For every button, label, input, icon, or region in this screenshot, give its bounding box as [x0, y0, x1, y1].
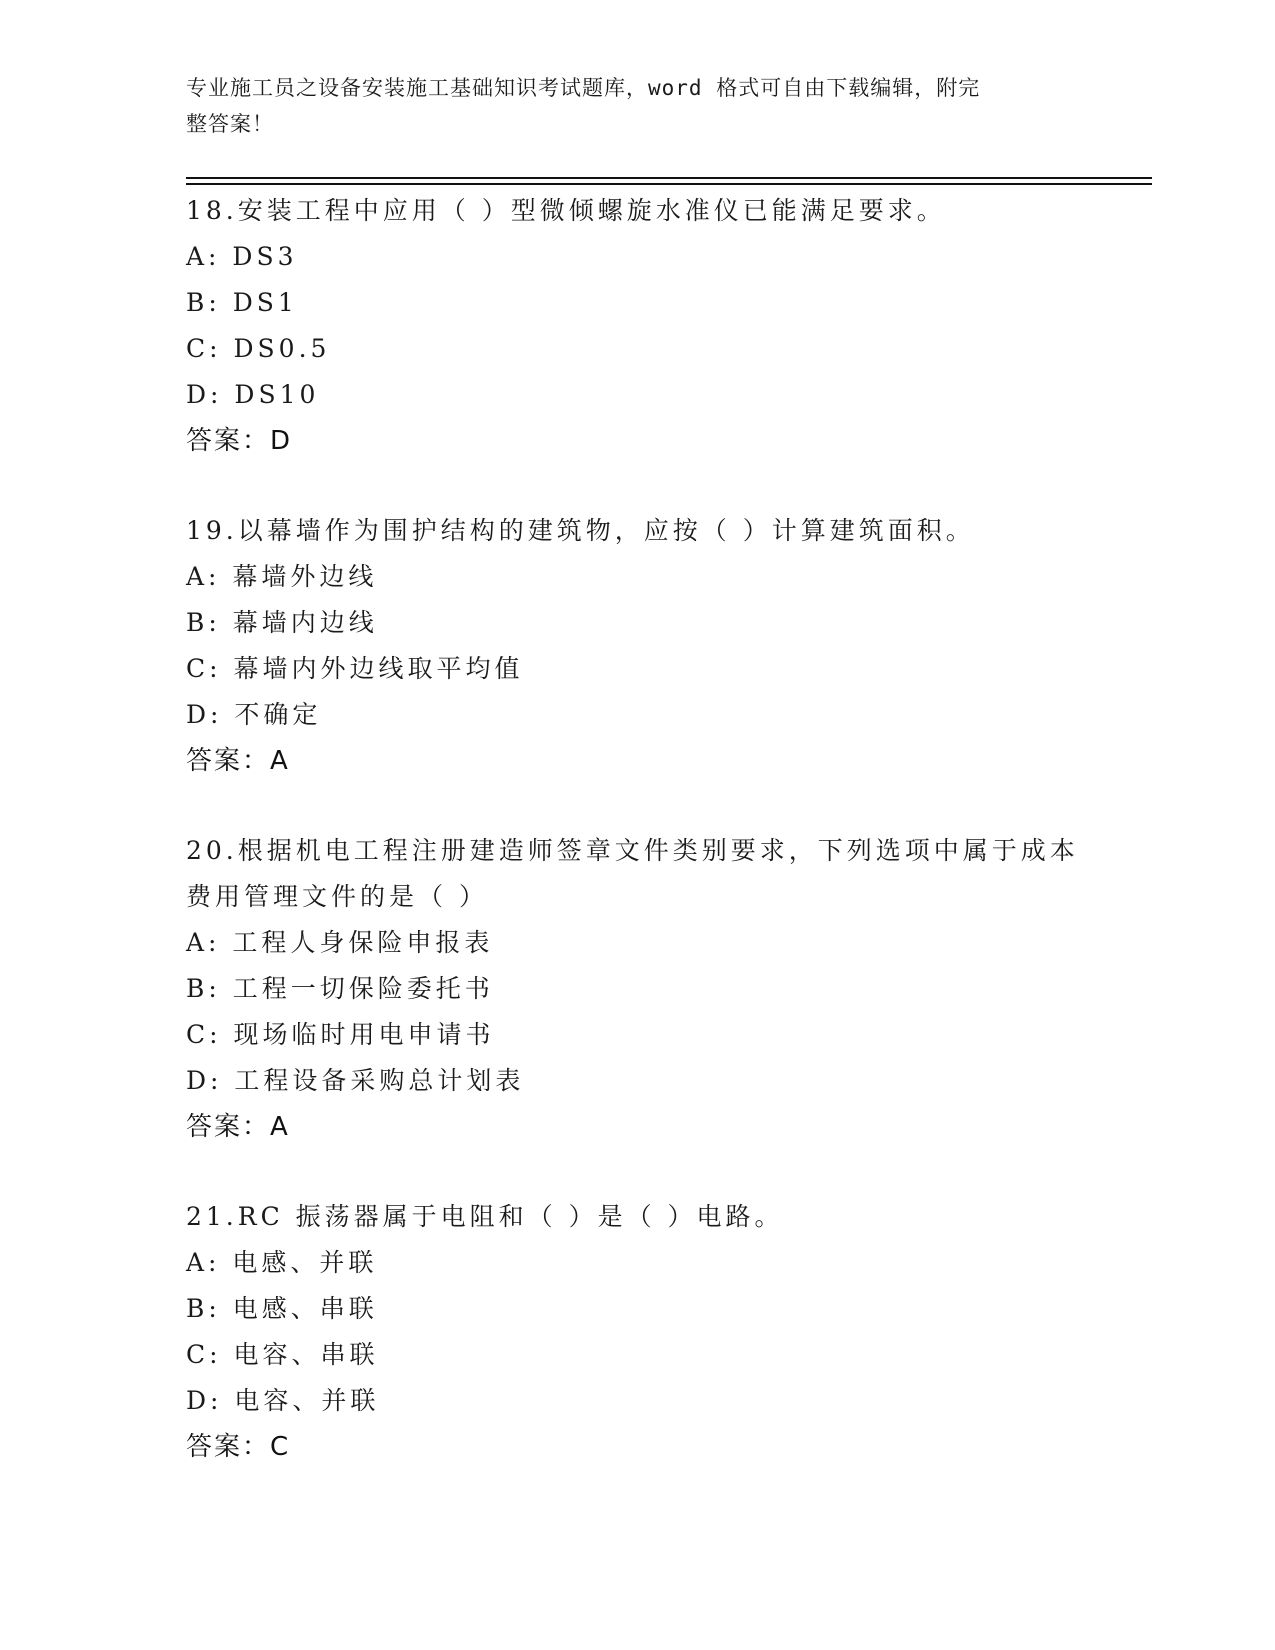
answer-label: 答案：C — [186, 1432, 291, 1462]
question-19 — [186, 508, 1086, 784]
option-b: B: 幕墙内边线 — [186, 608, 378, 637]
document-header — [186, 70, 1066, 142]
option-a: A: DS3 — [186, 242, 298, 271]
header-line-2: 整答案！ — [186, 112, 274, 136]
option-d: D: 电容、并联 — [186, 1386, 380, 1415]
question-18 — [186, 188, 1086, 464]
option-c: C: 电容、串联 — [186, 1340, 379, 1369]
header-divider-top — [186, 177, 1152, 179]
header-line-1: 专业施工员之设备安装施工基础知识考试题库，word 格式可自由下载编辑，附完 — [186, 76, 981, 100]
header-divider-bottom — [186, 183, 1152, 185]
option-b: B: 电感、串联 — [186, 1294, 378, 1323]
option-a: A: 工程人身保险申报表 — [186, 928, 494, 957]
option-b: B: 工程一切保险委托书 — [186, 974, 494, 1003]
answer-label: 答案：D — [186, 426, 293, 456]
option-d: D: 不确定 — [186, 700, 322, 729]
option-b: B: DS1 — [186, 288, 298, 317]
option-c: C: DS0.5 — [186, 334, 331, 363]
option-a: A: 电感、并联 — [186, 1248, 378, 1277]
question-stem: 21.RC 振荡器属于电阻和（ ）是（ ）电路。 — [186, 1202, 784, 1231]
question-list — [186, 188, 1086, 1514]
question-stem: 18.安装工程中应用（ ）型微倾螺旋水准仪已能满足要求。 — [186, 196, 946, 225]
question-stem-line-2: 费用管理文件的是（ ） — [186, 882, 488, 911]
question-stem-line-1: 20.根据机电工程注册建造师签章文件类别要求，下列选项中属于成本 — [186, 836, 1079, 865]
option-c: C: 幕墙内外边线取平均值 — [186, 654, 524, 683]
option-d: D: DS10 — [186, 380, 320, 409]
option-a: A: 幕墙外边线 — [186, 562, 378, 591]
question-20 — [186, 828, 1086, 1150]
question-stem: 19.以幕墙作为围护结构的建筑物，应按（ ）计算建筑面积。 — [186, 516, 975, 545]
question-21 — [186, 1194, 1086, 1470]
answer-label: 答案：A — [186, 1112, 290, 1142]
answer-label: 答案：A — [186, 746, 290, 776]
option-d: D: 工程设备采购总计划表 — [186, 1066, 525, 1095]
option-c: C: 现场临时用电申请书 — [186, 1020, 495, 1049]
